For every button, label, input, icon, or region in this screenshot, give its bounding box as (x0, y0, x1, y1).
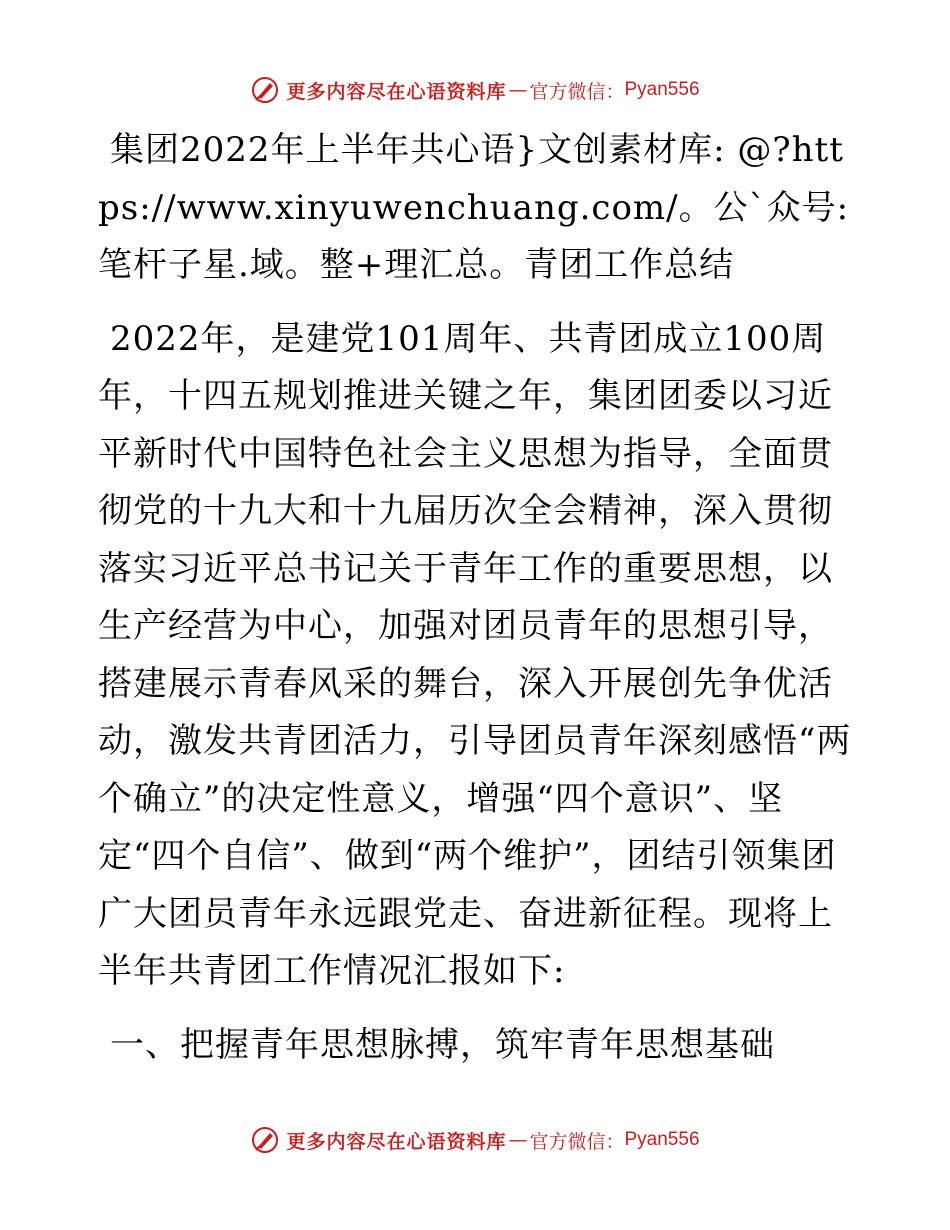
quill-logo-icon (250, 75, 280, 105)
watermark-id: Pyan556 (624, 1129, 700, 1150)
footer-watermark (0, 1120, 950, 1160)
quill-logo-icon (250, 1125, 280, 1155)
header-watermark (0, 70, 950, 110)
watermark-label: 官方微信： (529, 1130, 625, 1153)
paragraph-title: 集团2022年上半年共心语}文创素材库: @?https://www.xinyuwenchuang.com/。公`众号: 笔杆子星.域。整+理汇总。青团工作总结 (98, 130, 850, 285)
watermark-dash: — (508, 79, 528, 101)
watermark-text: 更多内容尽在心语资料库 (286, 80, 507, 103)
watermark-dash: — (508, 1129, 528, 1151)
watermark-text: 更多内容尽在心语资料库 (286, 1130, 507, 1153)
section-heading: 一、把握青年思想脉搏，筑牢青年思想基础 (110, 1024, 775, 1065)
watermark-label: 官方微信： (529, 80, 625, 103)
watermark-id: Pyan556 (624, 79, 700, 100)
paragraph-intro: 2022年，是建党101周年、共青团成立100周年，十四五规划推进关键之年，集团团委以习近平新时代中国特色社会主义思想为指导，全面贯彻党的十九大和十九届历次全会精神，深入贯彻落实习近平总书记关于青年工作的重要思想，以生产经营为中心，加强对团员青年的思想引导，搭建展示青春风采的舞台，深入开展创先争优活动，激发共青团活力，引导团员青年深刻感悟“两个确立”的决定性意义，增强“四个意识”、坚定“四个自信”、做到“两个维护”，团结引领集团广大团员青年永远跟党走、奋进新征程。现将上半年共青团工作情况汇报如下: (98, 318, 852, 991)
document-body (98, 122, 858, 1074)
